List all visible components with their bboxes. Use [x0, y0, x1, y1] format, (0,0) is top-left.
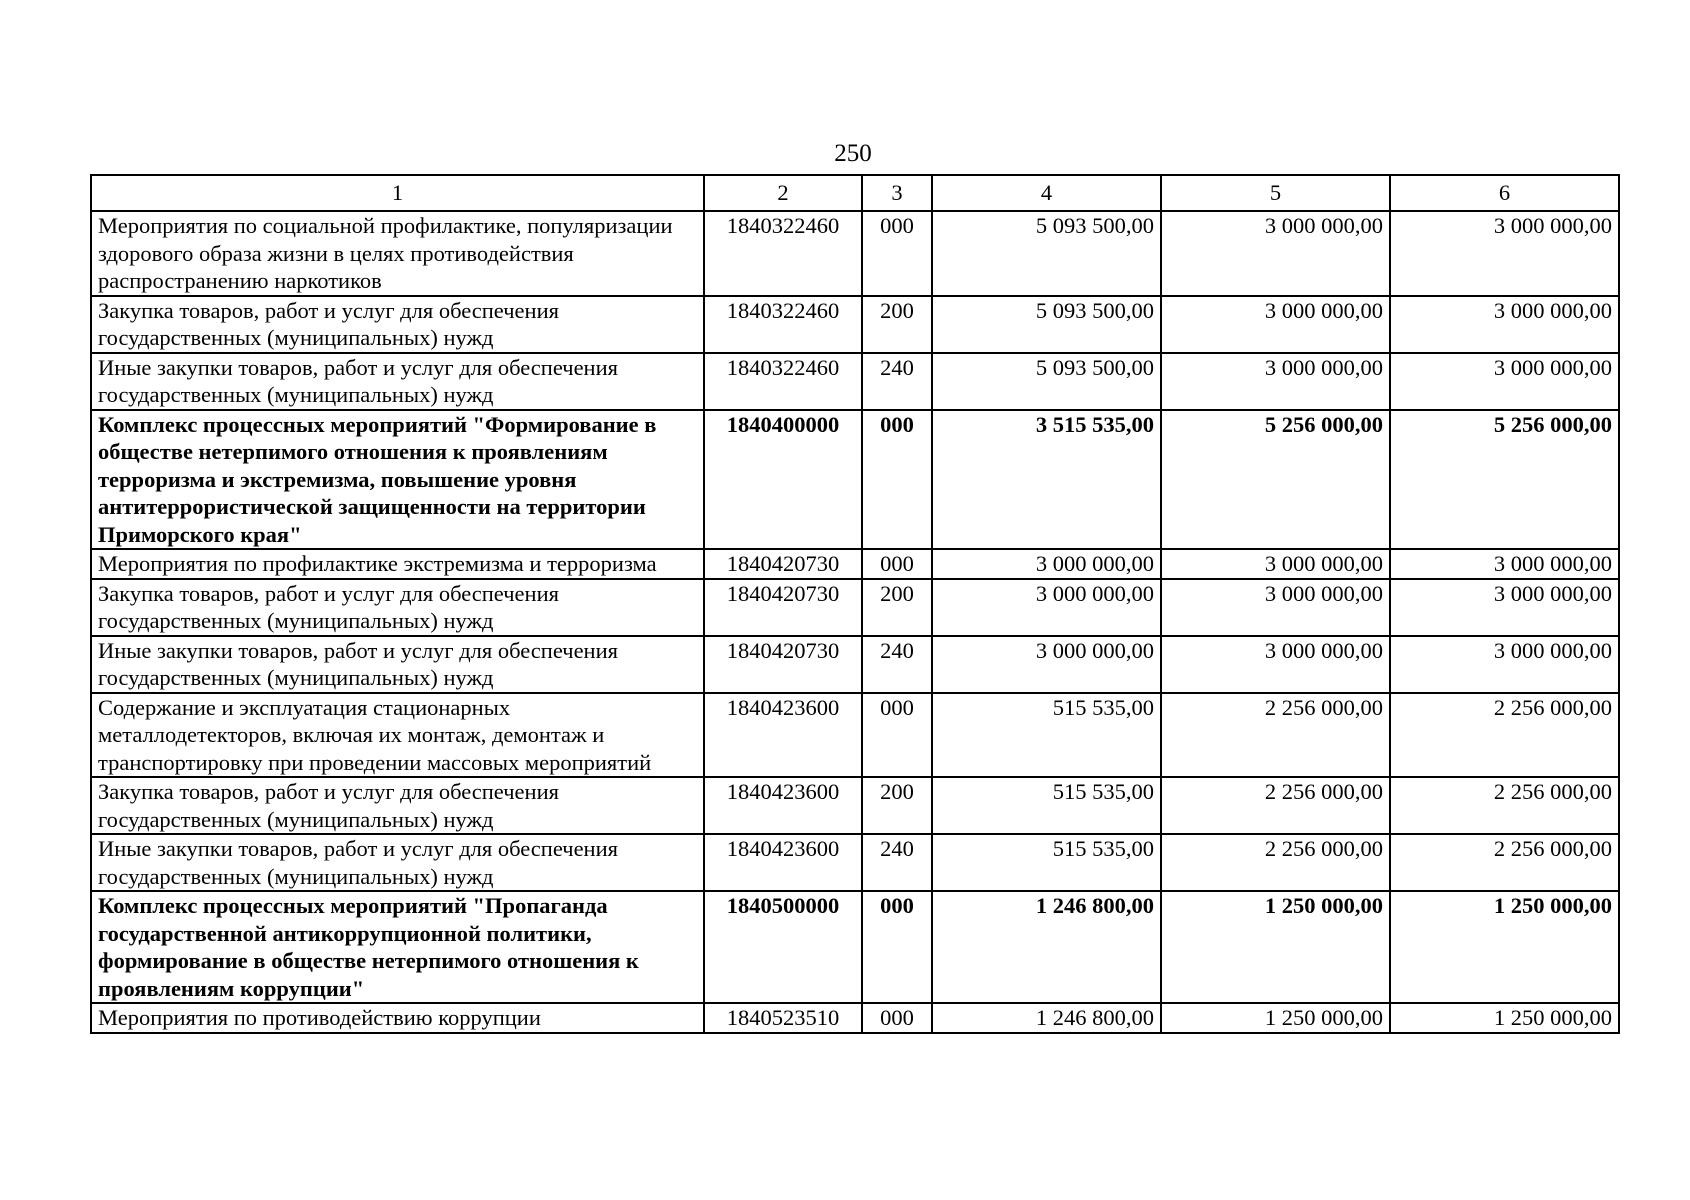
row-amount-col5: 2 256 000,00	[1161, 834, 1390, 891]
row-code-cell: 1840423600	[704, 777, 862, 834]
row-amount-col4: 5 093 500,00	[932, 353, 1161, 410]
table-row	[91, 834, 1619, 891]
table-row	[91, 410, 1619, 550]
row-code-cell: 1840400000	[704, 410, 862, 550]
table-body	[91, 211, 1619, 1033]
row-name-cell: Содержание и эксплуатация стационарных металлодетекторов, включая их монтаж, демонтаж и транспортировку при проведении массовых мероприятий	[91, 693, 704, 778]
page-number: 250	[834, 140, 872, 167]
row-amount-col6: 2 256 000,00	[1390, 834, 1619, 891]
row-amount-col4: 515 535,00	[932, 777, 1161, 834]
row-code-cell: 1840423600	[704, 834, 862, 891]
row-amount-col6: 3 000 000,00	[1390, 636, 1619, 693]
column-header: 6	[1390, 175, 1619, 211]
column-header: 2	[704, 175, 862, 211]
row-amount-col6: 5 256 000,00	[1390, 410, 1619, 550]
row-amount-col6: 3 000 000,00	[1390, 579, 1619, 636]
row-amount-col4: 5 093 500,00	[932, 296, 1161, 353]
row-amount-col4: 1 246 800,00	[932, 1003, 1161, 1033]
table-row	[91, 636, 1619, 693]
row-name-cell: Иные закупки товаров, работ и услуг для обеспечения государственных (муниципальных) нужд	[91, 834, 704, 891]
row-amount-col5: 5 256 000,00	[1161, 410, 1390, 550]
table-row	[91, 1003, 1619, 1033]
table-header-row	[91, 175, 1619, 211]
row-code-cell: 1840420730	[704, 549, 862, 579]
row-amount-col5: 1 250 000,00	[1161, 891, 1390, 1003]
row-amount-col5: 1 250 000,00	[1161, 1003, 1390, 1033]
row-kvr-cell: 200	[862, 579, 932, 636]
row-amount-col6: 3 000 000,00	[1390, 549, 1619, 579]
row-amount-col4: 515 535,00	[932, 693, 1161, 778]
row-kvr-cell: 240	[862, 636, 932, 693]
row-amount-col6: 1 250 000,00	[1390, 1003, 1619, 1033]
row-amount-col5: 3 000 000,00	[1161, 636, 1390, 693]
table-row	[91, 211, 1619, 296]
row-amount-col6: 1 250 000,00	[1390, 891, 1619, 1003]
row-amount-col4: 3 000 000,00	[932, 579, 1161, 636]
row-amount-col6: 2 256 000,00	[1390, 693, 1619, 778]
row-code-cell: 1840322460	[704, 211, 862, 296]
row-kvr-cell: 000	[862, 549, 932, 579]
row-kvr-cell: 000	[862, 410, 932, 550]
row-name-cell: Комплекс процессных мероприятий "Пропаганда государственной антикоррупционной политики, формирование в обществе нетерпимого отношения к проявлениям коррупции"	[91, 891, 704, 1003]
column-header: 4	[932, 175, 1161, 211]
row-code-cell: 1840500000	[704, 891, 862, 1003]
row-amount-col6: 3 000 000,00	[1390, 211, 1619, 296]
row-name-cell: Мероприятия по социальной профилактике, популяризации здорового образа жизни в целях противодействия распространению наркотиков	[91, 211, 704, 296]
row-kvr-cell: 000	[862, 891, 932, 1003]
row-amount-col4: 3 000 000,00	[932, 636, 1161, 693]
row-amount-col4: 3 515 535,00	[932, 410, 1161, 550]
row-amount-col5: 3 000 000,00	[1161, 296, 1390, 353]
row-amount-col5: 2 256 000,00	[1161, 693, 1390, 778]
row-name-cell: Мероприятия по профилактике экстремизма и терроризма	[91, 549, 704, 579]
row-kvr-cell: 000	[862, 693, 932, 778]
column-header: 3	[862, 175, 932, 211]
table-row	[91, 353, 1619, 410]
row-amount-col5: 3 000 000,00	[1161, 549, 1390, 579]
table-row	[91, 549, 1619, 579]
row-code-cell: 1840322460	[704, 353, 862, 410]
row-name-cell: Закупка товаров, работ и услуг для обеспечения государственных (муниципальных) нужд	[91, 579, 704, 636]
row-name-cell: Закупка товаров, работ и услуг для обеспечения государственных (муниципальных) нужд	[91, 296, 704, 353]
row-kvr-cell: 240	[862, 353, 932, 410]
row-amount-col6: 3 000 000,00	[1390, 353, 1619, 410]
row-code-cell: 1840420730	[704, 579, 862, 636]
row-amount-col5: 3 000 000,00	[1161, 353, 1390, 410]
column-header: 5	[1161, 175, 1390, 211]
table-row	[91, 777, 1619, 834]
row-kvr-cell: 200	[862, 296, 932, 353]
row-code-cell: 1840523510	[704, 1003, 862, 1033]
row-kvr-cell: 000	[862, 211, 932, 296]
row-amount-col4: 515 535,00	[932, 834, 1161, 891]
table-row	[91, 579, 1619, 636]
row-amount-col4: 5 093 500,00	[932, 211, 1161, 296]
row-name-cell: Закупка товаров, работ и услуг для обеспечения государственных (муниципальных) нужд	[91, 777, 704, 834]
row-kvr-cell: 240	[862, 834, 932, 891]
row-code-cell: 1840322460	[704, 296, 862, 353]
row-name-cell: Иные закупки товаров, работ и услуг для обеспечения государственных (муниципальных) нужд	[91, 353, 704, 410]
row-code-cell: 1840423600	[704, 693, 862, 778]
row-kvr-cell: 200	[862, 777, 932, 834]
row-code-cell: 1840420730	[704, 636, 862, 693]
table-row	[91, 891, 1619, 1003]
row-amount-col5: 2 256 000,00	[1161, 777, 1390, 834]
row-name-cell: Иные закупки товаров, работ и услуг для обеспечения государственных (муниципальных) нужд	[91, 636, 704, 693]
column-header: 1	[91, 175, 704, 211]
row-amount-col4: 3 000 000,00	[932, 549, 1161, 579]
row-amount-col4: 1 246 800,00	[932, 891, 1161, 1003]
budget-table	[90, 174, 1620, 1034]
table-row	[91, 296, 1619, 353]
row-amount-col5: 3 000 000,00	[1161, 211, 1390, 296]
row-amount-col6: 2 256 000,00	[1390, 777, 1619, 834]
row-amount-col6: 3 000 000,00	[1390, 296, 1619, 353]
row-kvr-cell: 000	[862, 1003, 932, 1033]
row-amount-col5: 3 000 000,00	[1161, 579, 1390, 636]
table-row	[91, 693, 1619, 778]
row-name-cell: Мероприятия по противодействию коррупции	[91, 1003, 704, 1033]
row-name-cell: Комплекс процессных мероприятий "Формирование в обществе нетерпимого отношения к проявлениям терроризма и экстремизма, повышение уровня антитеррористической защищенности на территории Приморского края"	[91, 410, 704, 550]
